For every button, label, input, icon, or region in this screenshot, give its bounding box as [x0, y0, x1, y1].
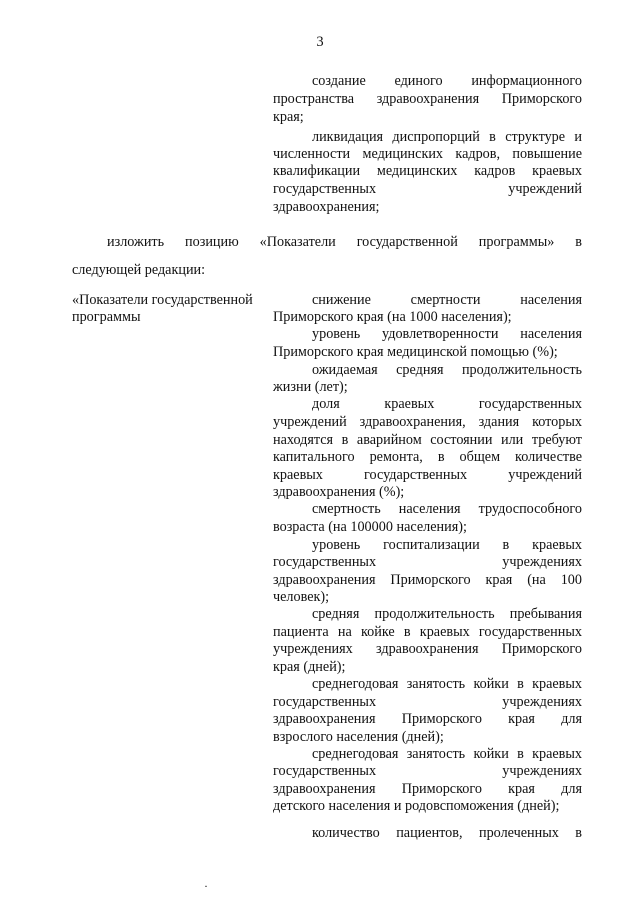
indicator-line: детского населения и родовспоможения (дней); [273, 798, 560, 814]
indicator-line: учреждениях здравоохранения Приморского [273, 641, 582, 657]
indicator-line: доля краевых государственных [312, 396, 582, 412]
indicator-line: Приморского края (на 1000 населения); [273, 309, 512, 325]
intro-item-line: государственных учреждений [273, 181, 582, 197]
intro-item-line: края; [273, 109, 304, 125]
indicator-line: находятся в аварийном состоянии или требуют [273, 432, 582, 448]
indicator-line: здравоохранения Приморского края для [273, 711, 582, 727]
indicator-line: края (дней); [273, 659, 346, 675]
indicator-line: здравоохранения Приморского края (на 100 [273, 572, 582, 588]
indicator-line: учреждений здравоохранения, здания которых [273, 414, 582, 430]
indicator-line: взрослого населения (дней); [273, 729, 444, 745]
indicator-line: человек); [273, 589, 330, 605]
indicator-line: пациента на койке в краевых государственных [273, 624, 582, 640]
indicator-line: средняя продолжительность пребывания [312, 606, 582, 622]
intro-item-line: здравоохранения; [273, 199, 380, 215]
intro-item-line: численности медицинских кадров, повышение [273, 146, 582, 162]
intro-item-line: создание единого информационного [312, 73, 582, 89]
indicator-line: снижение смертности населения [312, 292, 582, 308]
indicator-line: уровень удовлетворенности населения [312, 326, 582, 342]
indicator-line: Приморского края медицинской помощью (%); [273, 344, 558, 360]
indicator-line: возраста (на 100000 населения); [273, 519, 467, 535]
instruction-line: следующей редакции: [72, 262, 206, 278]
indicator-line: государственных учреждениях [273, 763, 582, 779]
intro-item-line: ликвидация диспропорций в структуре и [312, 129, 582, 145]
indicator-line: ожидаемая средняя продолжительность [312, 362, 582, 378]
indicator-line: количество пациентов, пролеченных в [312, 825, 582, 841]
stray-mark: · [204, 879, 208, 893]
indicator-line: государственных учреждениях [273, 554, 582, 570]
indicator-line: смертность населения трудоспособного [312, 501, 582, 517]
intro-item-line: пространства здравоохранения Приморского [273, 91, 582, 107]
indicator-line: краевых государственных учреждений [273, 467, 582, 483]
indicator-line: здравоохранения Приморского края для [273, 781, 582, 797]
indicators-label: «Показатели государственной [72, 292, 253, 308]
indicator-line: среднегодовая занятость койки в краевых [312, 676, 582, 692]
instruction-line: изложить позицию «Показатели государственной программы» в [107, 234, 582, 250]
indicator-line: государственных учреждениях [273, 694, 582, 710]
indicator-line: здравоохранения (%); [273, 484, 405, 500]
indicator-line: среднегодовая занятость койки в краевых [312, 746, 582, 762]
indicators-label: программы [72, 309, 141, 325]
indicator-line: жизни (лет); [273, 379, 348, 395]
indicator-line: уровень госпитализации в краевых [312, 537, 582, 553]
intro-item-line: квалификации медицинских кадров краевых [273, 163, 582, 179]
page-number: 3 [316, 34, 324, 50]
indicator-line: капитального ремонта, в общем количестве [273, 449, 582, 465]
